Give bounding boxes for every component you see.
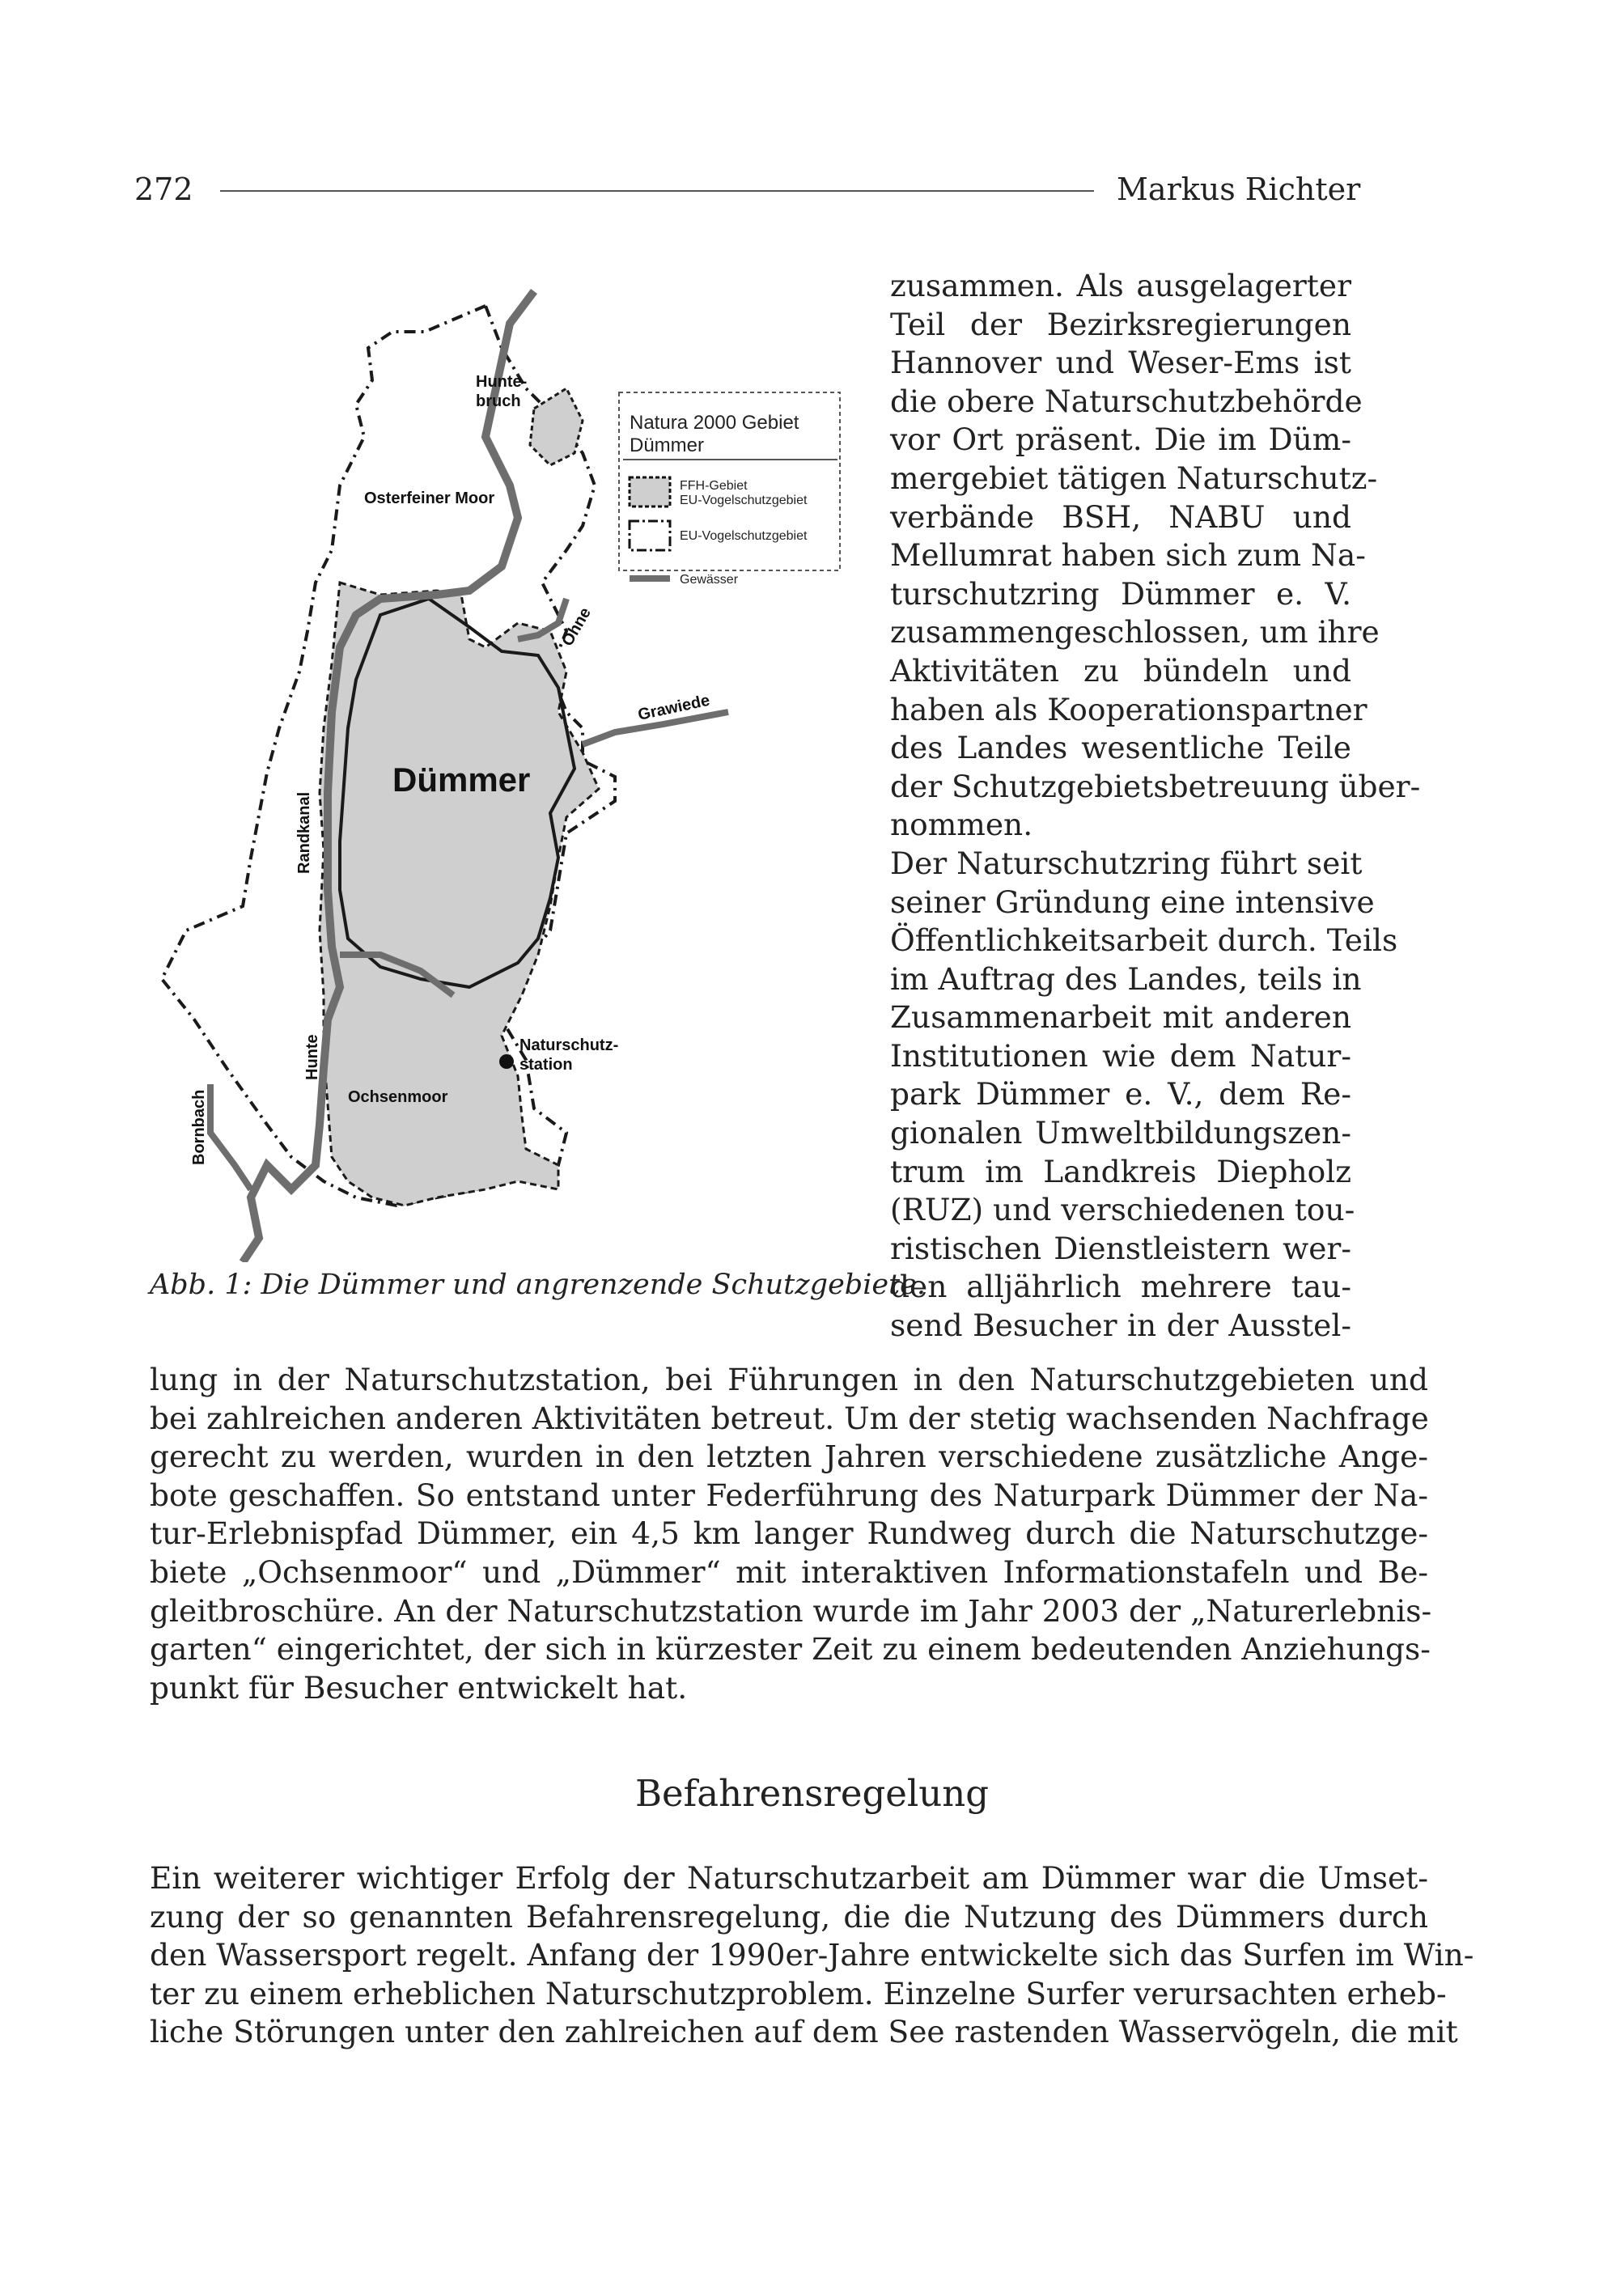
text-line: ter zu einem erheblichen Naturschutzproblem. Einzelne Surfer verursachten erheb- <box>150 1975 1447 2011</box>
text-line: ristischen Dienstleistern wer- <box>890 1230 1351 1266</box>
label-bornbach: Bornbach <box>190 1089 208 1165</box>
text-line: bote geschaffen. So entstand unter Federführung des Naturpark Dümmer der Na- <box>150 1477 1428 1513</box>
label-grawiede: Grawiede <box>636 691 712 724</box>
text-line: turschutzring Dümmer e. V. <box>890 575 1351 612</box>
bornbach-river <box>210 1084 251 1189</box>
text-line: mergebiet tätigen Naturschutz- <box>890 460 1378 496</box>
text-line: die obere Naturschutzbehörde <box>890 383 1363 419</box>
right-column-text <box>890 267 1421 1346</box>
text-line: trum im Landkreis Diepholz <box>890 1153 1351 1189</box>
text-line: Zusammenarbeit mit anderen <box>890 999 1351 1036</box>
text-line: send Besucher in der Ausstel- <box>890 1308 1351 1344</box>
text-line: den Wassersport regelt. Anfang der 1990er-Jahre entwickelte sich das Surfen im Win- <box>150 1937 1474 1973</box>
text-line: (RUZ) und verschiedenen tou- <box>890 1192 1355 1228</box>
running-header-author: Markus Richter <box>1117 172 1361 207</box>
text-line: garten“ eingerichtet, der sich in kürzester Zeit zu einem bedeutenden Anziehungs- <box>150 1631 1431 1668</box>
text-line: Aktivitäten zu bündeln und <box>890 652 1351 689</box>
map-legend <box>619 392 840 587</box>
text-line: Mellumrat haben sich zum Na- <box>890 537 1366 574</box>
figure-caption: Abb. 1: Die Dümmer und angrenzende Schutzgebiete. <box>150 1269 926 1301</box>
label-ohne: Ohne <box>558 604 595 650</box>
legend-item-2: EU-Vogelschutzgebiet <box>680 529 808 543</box>
label-randkanal: Randkanal <box>295 791 313 874</box>
label-naturschutzstation-1: Naturschutz- <box>519 1036 619 1054</box>
text-line: seiner Gründung eine intensive <box>890 884 1375 920</box>
label-naturschutzstation-2: station <box>519 1056 573 1074</box>
label-huntebruch-2: bruch <box>476 392 521 410</box>
text-line: der Schutzgebietsbetreuung über- <box>890 768 1421 804</box>
text-line: im Auftrag des Landes, teils in <box>890 960 1362 997</box>
text-line: Institutionen wie dem Natur- <box>890 1037 1351 1074</box>
legend-title-1: Natura 2000 Gebiet <box>630 412 799 434</box>
text-line: tur-Erlebnispfad Dümmer, ein 4,5 km langer Rundweg durch die Naturschutzge- <box>150 1515 1428 1552</box>
text-line: vor Ort präsent. Die im Düm- <box>890 422 1351 458</box>
header-rule <box>220 190 1094 192</box>
text-line: park Dümmer e. V., dem Re- <box>890 1076 1351 1113</box>
text-line: liche Störungen unter den zahlreichen auf dem See rastenden Wasservögeln, die mit <box>150 2014 1458 2050</box>
text-line: Ein weiterer wichtiger Erfolg der Naturschutzarbeit am Dümmer war die Umset- <box>150 1860 1428 1896</box>
text-line: des Landes wesentliche Teile <box>890 730 1351 766</box>
legend-item-3: Gewässer <box>680 573 739 587</box>
text-line: gerecht zu werden, wurden in den letzten Jahren verschiedene zusätzliche Ange- <box>150 1439 1428 1475</box>
legend-item-1a: FFH-Gebiet <box>680 479 748 493</box>
body-paragraph <box>150 1361 1432 1707</box>
label-ochsenmoor: Ochsenmoor <box>348 1088 448 1106</box>
text-line: zusammen. Als ausgelagerter <box>890 268 1351 303</box>
legend-item-1b: EU-Vogelschutzgebiet <box>680 494 808 507</box>
naturschutzstation-marker <box>499 1054 514 1069</box>
section-paragraph <box>150 1859 1474 2052</box>
text-line: gleitbroschüre. An der Naturschutzstation wurde im Jahr 2003 der „Naturerlebnis- <box>150 1592 1432 1629</box>
label-duemmer: Dümmer <box>392 761 531 799</box>
legend-swatch-vogelschutz <box>630 521 670 550</box>
text-line: Öffentlichkeitsarbeit durch. Teils <box>890 922 1398 959</box>
page-number: 272 <box>134 172 193 207</box>
text-line: verbände BSH, NABU und <box>890 498 1351 535</box>
duemmer-map-figure <box>138 267 866 1262</box>
text-line: gionalen Umweltbildungszen- <box>890 1115 1351 1151</box>
text-line: bei zahlreichen anderen Aktivitäten betreut. Um der stetig wachsenden Nachfrage <box>150 1400 1429 1436</box>
text-line: Der Naturschutzring führt seit <box>890 845 1363 881</box>
text-line: Teil der Bezirksregierungen <box>890 306 1351 342</box>
text-line: Hannover und Weser-Ems ist <box>890 345 1351 381</box>
text-line: biete „Ochsenmoor“ und „Dümmer“ mit interaktiven Informationstafeln und Be- <box>150 1553 1428 1590</box>
label-osterfeiner-moor: Osterfeiner Moor <box>364 490 495 507</box>
duemmer-protected-area <box>320 583 599 1206</box>
text-line: zusammengeschlossen, um ihre <box>890 614 1380 651</box>
text-line: zung der so genannten Befahrensregelung, die die Nutzung des Dümmers durch <box>150 1898 1428 1935</box>
text-line: haben als Kooperationspartner <box>890 691 1367 727</box>
text-line: den alljährlich mehrere tau- <box>890 1269 1351 1305</box>
text-line: punkt für Besucher entwickelt hat. <box>150 1669 688 1706</box>
legend-swatch-ffh <box>630 477 670 506</box>
text-line: nommen. <box>890 807 1033 843</box>
label-huntebruch-1: Hunte- <box>476 373 528 391</box>
section-title: Befahrensregelung <box>634 1772 990 1815</box>
legend-title-2: Dümmer <box>630 434 705 456</box>
text-line: lung in der Naturschutzstation, bei Führungen in den Naturschutzgebieten und <box>150 1362 1428 1397</box>
label-hunte: Hunte <box>303 1034 321 1080</box>
